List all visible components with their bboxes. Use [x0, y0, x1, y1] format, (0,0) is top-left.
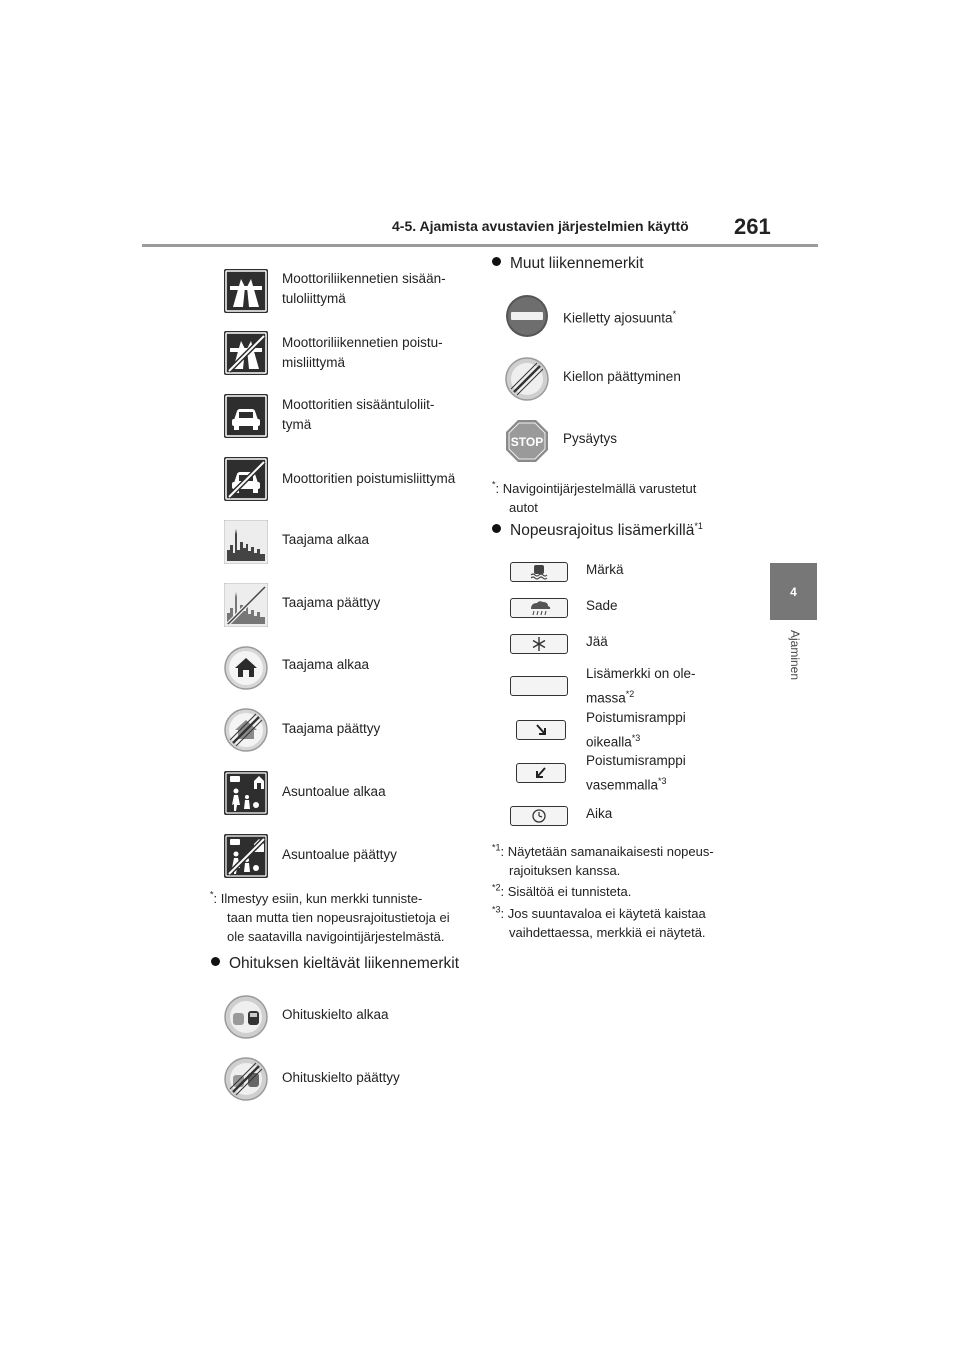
- speed-limit-plates-heading: Nopeusrajoitus lisämerkillä$^{*1}$: [492, 521, 703, 540]
- no-overtaking-begin-sign-icon: [224, 995, 268, 1039]
- footnote-1: $^{*1}$: Näytetään samanaikaisesti nopeus- rajoituksen kanssa.: [492, 843, 714, 879]
- ice-plate-icon: [510, 634, 568, 654]
- sign-label: Ohituskielto päättyy: [282, 1070, 400, 1085]
- expressway-exit-sign-icon: [224, 457, 268, 501]
- bullet-icon: [492, 524, 501, 533]
- sign-label: Moottoriliikennetien poistu- misliittymä: [282, 335, 443, 370]
- page-number: 261: [734, 214, 771, 239]
- sign-label: Taajama alkaa: [282, 532, 370, 547]
- plate-label: Poistumisramppi vasemmalla$^{*3}$: [586, 753, 686, 793]
- sign-label: Asuntoalue päättyy: [282, 847, 397, 862]
- bullet-icon: [211, 957, 220, 966]
- other-signs-heading: Muut liikennemerkit: [492, 255, 644, 273]
- no-overtaking-end-sign-icon: [224, 1057, 268, 1101]
- blank-plate-icon: [510, 676, 568, 696]
- sign-label: Asuntoalue alkaa: [282, 784, 386, 799]
- plate-label: Lisämerkki on ole- massa$^{*2}$: [586, 666, 696, 706]
- plate-label: Märkä: [586, 562, 624, 577]
- exit-right-arrow-icon: [516, 720, 566, 740]
- town-begin-round-sign-icon: [224, 646, 268, 690]
- header-divider: [142, 244, 818, 247]
- plate-label: Sade: [586, 598, 618, 613]
- sign-label: Taajama päättyy: [282, 595, 381, 610]
- plate-label: Jää: [586, 634, 608, 649]
- stop-sign-text: STOP: [510, 435, 544, 449]
- overtaking-signs-heading: Ohituksen kieltävät liikennemerkit: [211, 955, 459, 973]
- no-entry-sign-icon: [505, 294, 549, 338]
- expressway-entrance-sign-icon: [224, 394, 268, 438]
- wet-road-plate-icon: [510, 562, 568, 582]
- sign-label: Kielletty ajosuunta*: [563, 309, 677, 326]
- footnote-navigation-equipped: *: Navigointijärjestelmällä varustetut autot: [492, 480, 697, 516]
- sign-label: Taajama alkaa: [282, 657, 370, 672]
- residential-area-begin-sign-icon: [224, 771, 268, 815]
- sign-label: Kiellon päättyminen: [563, 369, 681, 384]
- sign-label: Moottoritien sisääntuloliit- tymä: [282, 397, 435, 432]
- chapter-number: 4: [790, 585, 797, 599]
- exit-left-arrow-icon: [516, 763, 566, 783]
- footnote-2: $^{*2}$: Sisältöä ei tunnisteta.: [492, 883, 632, 900]
- plate-label: Aika: [586, 806, 613, 821]
- motorway-exit-sign-icon: [224, 331, 268, 375]
- town-end-sign-icon: [224, 583, 268, 627]
- plate-label: Poistumisramppi oikealla$^{*3}$: [586, 710, 686, 750]
- end-of-restriction-sign-icon: [505, 357, 549, 401]
- bullet-icon: [492, 257, 501, 266]
- chapter-label: [786, 630, 802, 710]
- sign-label: Pysäytys: [563, 431, 618, 446]
- sign-label: Moottoritien poistumisliittymä: [282, 471, 456, 486]
- chapter-label-text: Ajaminen: [788, 630, 802, 681]
- town-end-round-sign-icon: [224, 708, 268, 752]
- sign-label: Moottoriliikennetien sisään- tuloliittymä: [282, 271, 446, 306]
- town-begin-sign-icon: [224, 520, 268, 564]
- sign-label: Ohituskielto alkaa: [282, 1007, 389, 1022]
- rain-plate-icon: [510, 598, 568, 618]
- clock-plate-icon: [510, 806, 568, 826]
- footnote-3: $^{*3}$: Jos suuntavaloa ei käytetä kaistaa vaihdettaessa, merkkiä ei näytetä.: [492, 905, 706, 941]
- residential-area-end-sign-icon: [224, 834, 268, 878]
- stop-sign-icon: [505, 419, 549, 463]
- sign-label: Taajama päättyy: [282, 721, 381, 736]
- section-title: 4-5. Ajamista avustavien järjestelmien käyttö: [392, 218, 689, 234]
- footnote-navigation-unavailable: *: Ilmestyy esiin, kun merkki tunniste- taan mutta tien nopeusrajoitustietoja ei ole saatavilla navigointijärjestelmästä.: [210, 890, 450, 945]
- chapter-tab: [770, 563, 817, 620]
- motorway-entrance-sign-icon: [224, 269, 268, 313]
